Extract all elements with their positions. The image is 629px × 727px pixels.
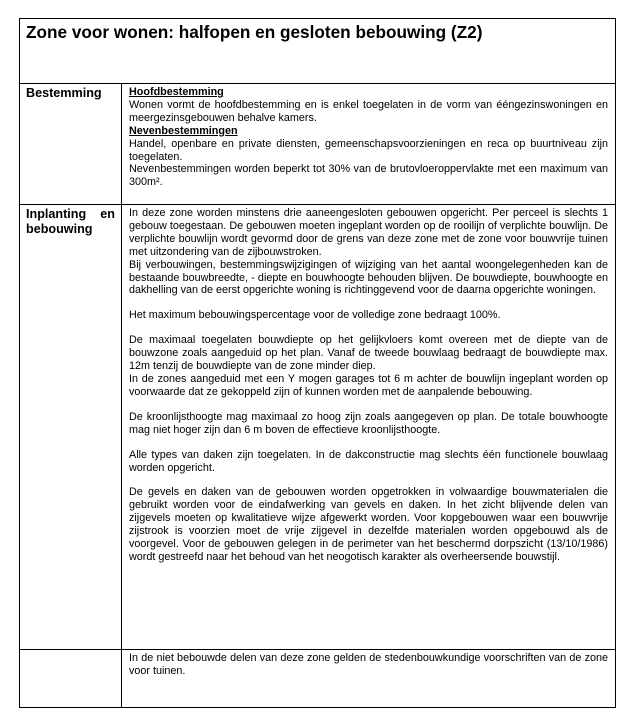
title-cell xyxy=(20,19,616,84)
regulation-table xyxy=(19,18,616,708)
paragraph: In de zones aangeduid met een Y mogen garages tot 6 m achter de bouwlijn ingeplant worden op voorwaarde dat ze gekoppeld zijn of kunnen worden met de aanpalende bebouwing. xyxy=(129,372,609,398)
paragraph: Handel, openbare en private diensten, gemeenschapsvoorzieningen en reca op buurtniveau zijn toegelaten. xyxy=(129,137,609,163)
row-label xyxy=(20,84,122,205)
row-label xyxy=(20,650,122,708)
table-row-inplanting xyxy=(20,205,616,650)
title-row xyxy=(20,19,616,84)
paragraph: Alle types van daken zijn toegelaten. In de dakconstructie mag slechts één functionele bouwlaag worden opgericht. xyxy=(129,448,609,474)
paragraph: Nevenbestemmingen worden beperkt tot 30% van de brutovloeroppervlakte met een maximum van 300m². xyxy=(129,163,609,189)
table-row-bestemming xyxy=(20,84,616,205)
table-row-tuinen xyxy=(20,650,616,708)
document-title: Zone voor wonen: halfopen en gesloten bebouwing (Z2) xyxy=(26,22,483,42)
paragraph: Bij verbouwingen, bestemmingswijzigingen of wijziging van het aantal woongelegenheden kan de bestaande bouwbreedte, - diepte en bouwhoogte behouden blijven. De bouwdiepte, bouwhoogte en dakhelling van de eerst opgerichte woning is richtinggevend voor de daarna opgerichte woningen. xyxy=(129,258,609,297)
paragraph: In deze zone worden minstens drie aaneengesloten gebouwen opgericht. Per perceel is slechts 1 gebouw toegestaan. De gebouwen moeten ingeplant worden op de rooilijn of verplichte bouwlijn. De verplichte bouwlijn wordt gevormd door de grens van deze zone met de zone voor bouwvrije tuinen met uitzondering van de zijbouwstroken. xyxy=(129,207,609,258)
row-label-line: Inplanting en xyxy=(26,207,115,221)
paragraph: De kroonlijsthoogte mag maximaal zo hoog zijn zoals aangegeven op plan. De totale bouwhoogte mag niet hoger zijn dan 6 m boven de effectieve kroonlijsthoogte. xyxy=(129,410,609,436)
paragraph: In de niet bebouwde delen van deze zone gelden de stedenbouwkundige voorschriften van de zone voor tuinen. xyxy=(129,652,609,677)
row-content xyxy=(122,650,616,708)
document-page xyxy=(19,18,615,708)
section-heading: Hoofdbestemming xyxy=(129,86,224,98)
paragraph: Het maximum bebouwingspercentage voor de volledige zone bedraagt 100%. xyxy=(129,309,501,322)
paragraph: Wonen vormt de hoofdbestemming en is enkel toegelaten in de vorm van ééngezinswoningen en meergezinsgebouwen behalve kamers. xyxy=(129,98,609,124)
paragraph: De gevels en daken van de gebouwen worden opgetrokken in volwaardige bouwmaterialen die gebruikt worden voor de eindafwerking van gevels en daken. In het zicht blijvende delen van zijgevels moeten op kwalitatieve wijze afgewerkt worden. Voor kopgebouwen waar een bouwvrije zijstrook is voorzien moet de vrije zijgevel in dezelfde materialen worden opgebouwd als de voorgevel. Voor de gebouwen gelegen in de perimeter van het beschermd dorpszicht (13/10/1986) wordt gestreefd naar het behoud van het neogotisch karakter als overheersende bouwstijl. xyxy=(129,486,609,563)
paragraph: De maximaal toegelaten bouwdiepte op het gelijkvloers komt overeen met de diepte van de bouwzone zoals aangeduid op het plan. Vanaf de tweede bouwlaag bedraagt de bouwdiepte max. 12m tenzij de bouwdiepte van de zone minder diep. xyxy=(129,334,609,373)
row-label-line: Bestemming xyxy=(26,86,102,100)
section-heading: Nevenbestemmingen xyxy=(129,124,238,137)
row-label-line: bebouwing xyxy=(26,222,93,236)
row-content xyxy=(122,205,616,650)
row-content xyxy=(122,84,616,205)
row-label xyxy=(20,205,122,650)
